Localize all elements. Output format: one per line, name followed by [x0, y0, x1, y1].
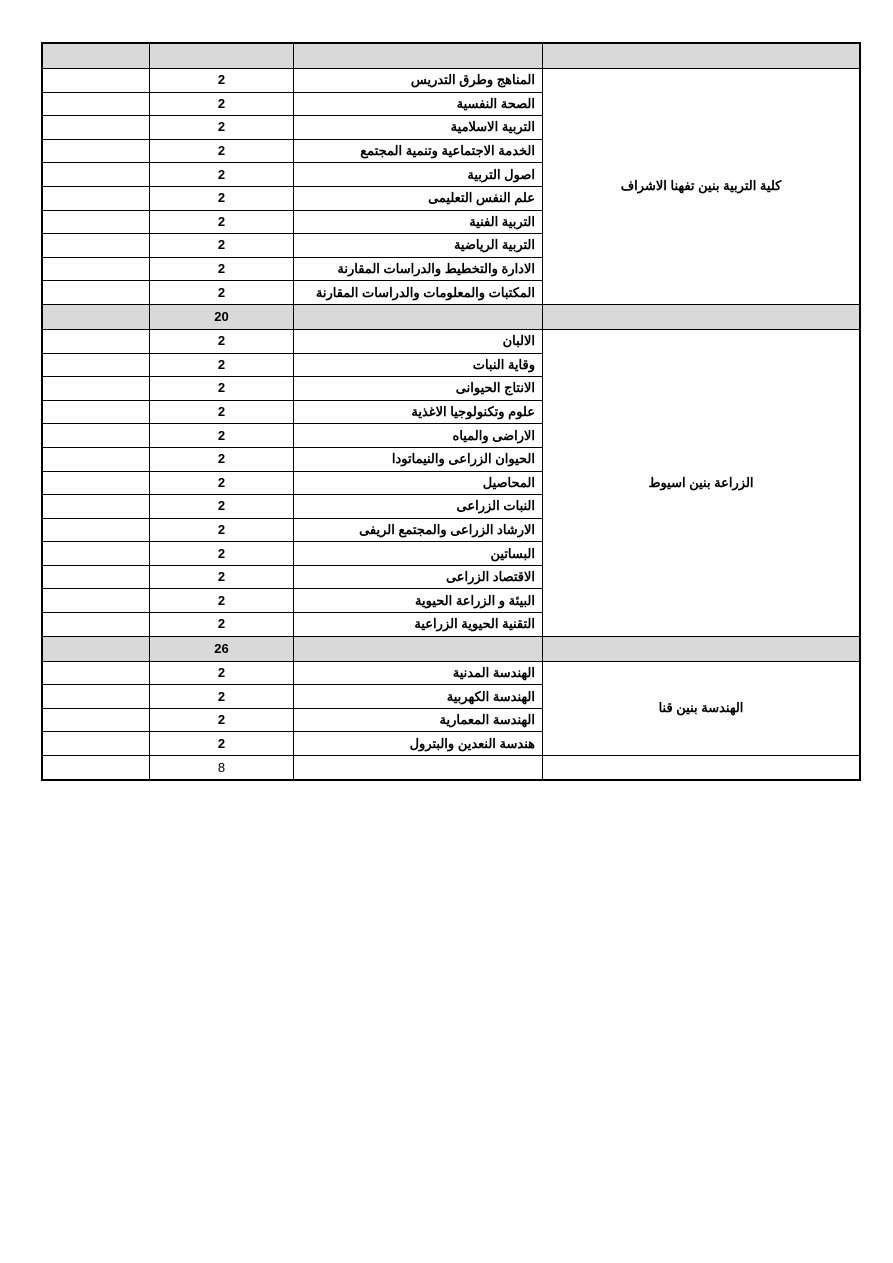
row-extra-cell: [42, 732, 150, 756]
row-hours-cell: 2: [150, 447, 294, 471]
row-hours-cell: 2: [150, 257, 294, 281]
row-extra-cell: [42, 495, 150, 519]
row-extra-cell: [42, 353, 150, 377]
departments-table: [41, 42, 861, 781]
row-department-cell: التربية الاسلامية: [294, 116, 543, 140]
row-hours-cell: 2: [150, 685, 294, 709]
row-extra-cell: [42, 139, 150, 163]
row-hours-cell: 2: [150, 424, 294, 448]
row-extra-cell: [42, 708, 150, 732]
row-hours-cell: 2: [150, 234, 294, 258]
subtotal-department-cell: [294, 636, 543, 661]
row-extra-cell: [42, 471, 150, 495]
row-department-cell: الاراضى والمياه: [294, 424, 543, 448]
row-department-cell: المناهج وطرق التدريس: [294, 69, 543, 93]
row-extra-cell: [42, 92, 150, 116]
row-extra-cell: [42, 116, 150, 140]
table-row: [42, 661, 860, 685]
college-name-cell: الهندسة بنين قنا: [543, 661, 861, 755]
subtotal-row: [42, 636, 860, 661]
row-department-cell: التقنية الحيوية الزراعية: [294, 613, 543, 637]
subtotal-department-cell: [294, 756, 543, 781]
row-department-cell: وقاية النبات: [294, 353, 543, 377]
row-extra-cell: [42, 613, 150, 637]
row-extra-cell: [42, 163, 150, 187]
row-extra-cell: [42, 589, 150, 613]
row-department-cell: الهندسة الكهربية: [294, 685, 543, 709]
row-department-cell: المحاصيل: [294, 471, 543, 495]
row-extra-cell: [42, 186, 150, 210]
subtotal-college-cell: [543, 636, 861, 661]
row-department-cell: علم النفس التعليمى: [294, 186, 543, 210]
row-extra-cell: [42, 542, 150, 566]
row-extra-cell: [42, 518, 150, 542]
row-hours-cell: 2: [150, 69, 294, 93]
row-extra-cell: [42, 377, 150, 401]
row-extra-cell: [42, 257, 150, 281]
row-department-cell: البيئة و الزراعة الحيوية: [294, 589, 543, 613]
subtotal-hours-cell: 20: [150, 304, 294, 329]
row-hours-cell: 2: [150, 518, 294, 542]
row-hours-cell: 2: [150, 708, 294, 732]
subtotal-department-cell: [294, 304, 543, 329]
table-header-row: [42, 43, 860, 69]
subtotal-hours-cell: 8: [150, 756, 294, 781]
row-hours-cell: 2: [150, 589, 294, 613]
row-department-cell: الصحة النفسية: [294, 92, 543, 116]
row-extra-cell: [42, 281, 150, 305]
row-extra-cell: [42, 210, 150, 234]
row-extra-cell: [42, 565, 150, 589]
header-cell-department: [294, 43, 543, 69]
row-hours-cell: 2: [150, 613, 294, 637]
row-extra-cell: [42, 447, 150, 471]
row-department-cell: الالبان: [294, 329, 543, 353]
row-hours-cell: 2: [150, 210, 294, 234]
row-extra-cell: [42, 661, 150, 685]
subtotal-hours-cell: 26: [150, 636, 294, 661]
row-hours-cell: 2: [150, 92, 294, 116]
header-cell-extra: [42, 43, 150, 69]
row-hours-cell: 2: [150, 163, 294, 187]
row-extra-cell: [42, 329, 150, 353]
college-name-cell: الزراعة بنين اسيوط: [543, 329, 861, 636]
row-hours-cell: 2: [150, 186, 294, 210]
row-extra-cell: [42, 400, 150, 424]
row-department-cell: المكتبات والمعلومات والدراسات المقارنة: [294, 281, 543, 305]
table-body: [42, 43, 860, 780]
row-department-cell: التربية الرياضية: [294, 234, 543, 258]
row-department-cell: الهندسة المعمارية: [294, 708, 543, 732]
row-hours-cell: 2: [150, 329, 294, 353]
row-extra-cell: [42, 685, 150, 709]
row-extra-cell: [42, 424, 150, 448]
row-department-cell: الحيوان الزراعى والنيماتودا: [294, 447, 543, 471]
row-department-cell: علوم وتكنولوجيا الاغذية: [294, 400, 543, 424]
row-hours-cell: 2: [150, 400, 294, 424]
row-department-cell: هندسة النعدين والبترول: [294, 732, 543, 756]
subtotal-row: [42, 304, 860, 329]
subtotal-college-cell: [543, 304, 861, 329]
table-row: [42, 329, 860, 353]
row-hours-cell: 2: [150, 495, 294, 519]
row-department-cell: البساتين: [294, 542, 543, 566]
row-extra-cell: [42, 69, 150, 93]
row-extra-cell: [42, 234, 150, 258]
row-hours-cell: 2: [150, 661, 294, 685]
row-hours-cell: 2: [150, 542, 294, 566]
row-hours-cell: 2: [150, 471, 294, 495]
row-hours-cell: 2: [150, 139, 294, 163]
row-department-cell: اصول التربية: [294, 163, 543, 187]
subtotal-row: [42, 756, 860, 781]
header-cell-hours: [150, 43, 294, 69]
row-department-cell: الهندسة المدنية: [294, 661, 543, 685]
row-hours-cell: 2: [150, 353, 294, 377]
subtotal-extra-cell: [42, 304, 150, 329]
subtotal-college-cell: [543, 756, 861, 781]
row-hours-cell: 2: [150, 281, 294, 305]
row-department-cell: الارشاد الزراعى والمجتمع الريفى: [294, 518, 543, 542]
row-department-cell: الانتاج الحيوانى: [294, 377, 543, 401]
row-department-cell: الادارة والتخطيط والدراسات المقارنة: [294, 257, 543, 281]
subtotal-extra-cell: [42, 756, 150, 781]
row-department-cell: الخدمة الاجتماعية وتنمية المجتمع: [294, 139, 543, 163]
row-hours-cell: 2: [150, 565, 294, 589]
college-name-cell: كلية التربية بنين تفهنا الاشراف: [543, 69, 861, 305]
row-department-cell: التربية الفنية: [294, 210, 543, 234]
row-hours-cell: 2: [150, 116, 294, 140]
row-hours-cell: 2: [150, 377, 294, 401]
row-department-cell: الاقتصاد الزراعى: [294, 565, 543, 589]
table-row: [42, 69, 860, 93]
row-department-cell: النبات الزراعى: [294, 495, 543, 519]
header-cell-college: [543, 43, 861, 69]
row-hours-cell: 2: [150, 732, 294, 756]
subtotal-extra-cell: [42, 636, 150, 661]
